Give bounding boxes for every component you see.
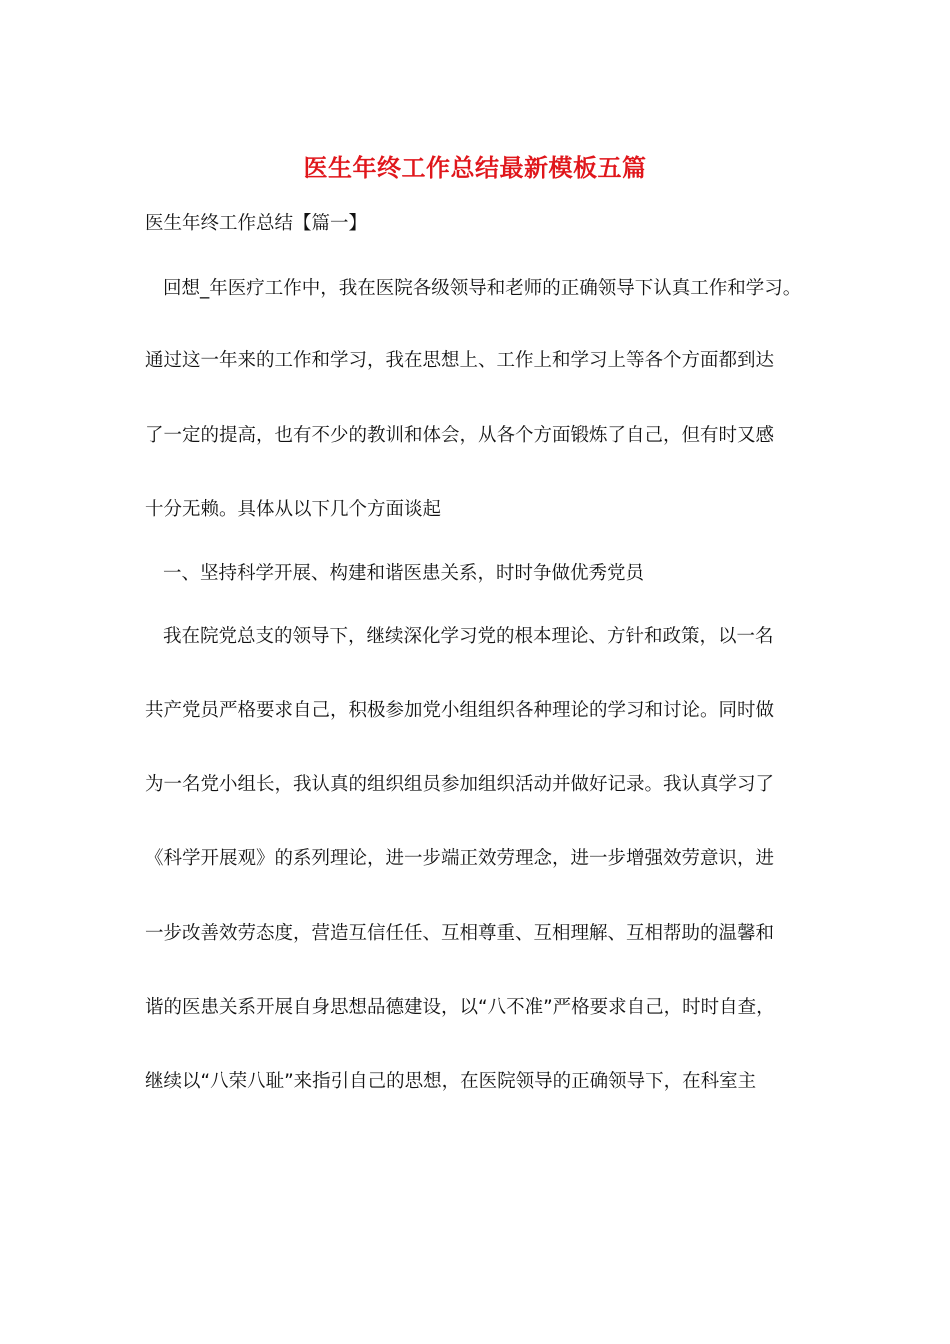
paragraph-line: 继续以“八荣八耻”来指引自己的思想，在医院领导的正确领导下，在科室主 [145, 1071, 757, 1092]
subsection-heading: 一、坚持科学开展、构建和谐医患关系，时时争做优秀党员 [163, 563, 645, 584]
document-title: 医生年终工作总结最新模板五篇 [303, 153, 647, 182]
paragraph-line: 一步改善效劳态度，营造互信任任、互相尊重、互相理解、互相帮助的温馨和 [145, 923, 775, 944]
paragraph-line: 为一名党小组长，我认真的组织组员参加组织活动并做好记录。我认真学习了 [145, 774, 775, 795]
paragraph-line: 我在院党总支的领导下，继续深化学习党的根本理论、方针和政策，以一名 [163, 626, 774, 647]
paragraph-line: 谐的医患关系开展自身思想品德建设，以“八不准”严格要求自己，时时自查， [145, 997, 775, 1018]
paragraph-line: 共产党员严格要求自己，积极参加党小组组织各种理论的学习和讨论。同时做 [145, 700, 775, 721]
section-heading: 医生年终工作总结【篇一】 [145, 213, 368, 234]
paragraph-line: 《科学开展观》的系列理论，进一步端正效劳理念，进一步增强效劳意识，进 [145, 848, 775, 869]
paragraph-line: 回想_年医疗工作中，我在医院各级领导和老师的正确领导下认真工作和学习。 [163, 278, 802, 299]
paragraph-line: 了一定的提高，也有不少的教训和体会，从各个方面锻炼了自己，但有时又感 [145, 425, 775, 446]
paragraph-line: 通过这一年来的工作和学习，我在思想上、工作上和学习上等各个方面都到达 [145, 350, 775, 371]
paragraph-line: 十分无赖。具体从以下几个方面谈起 [145, 499, 442, 520]
